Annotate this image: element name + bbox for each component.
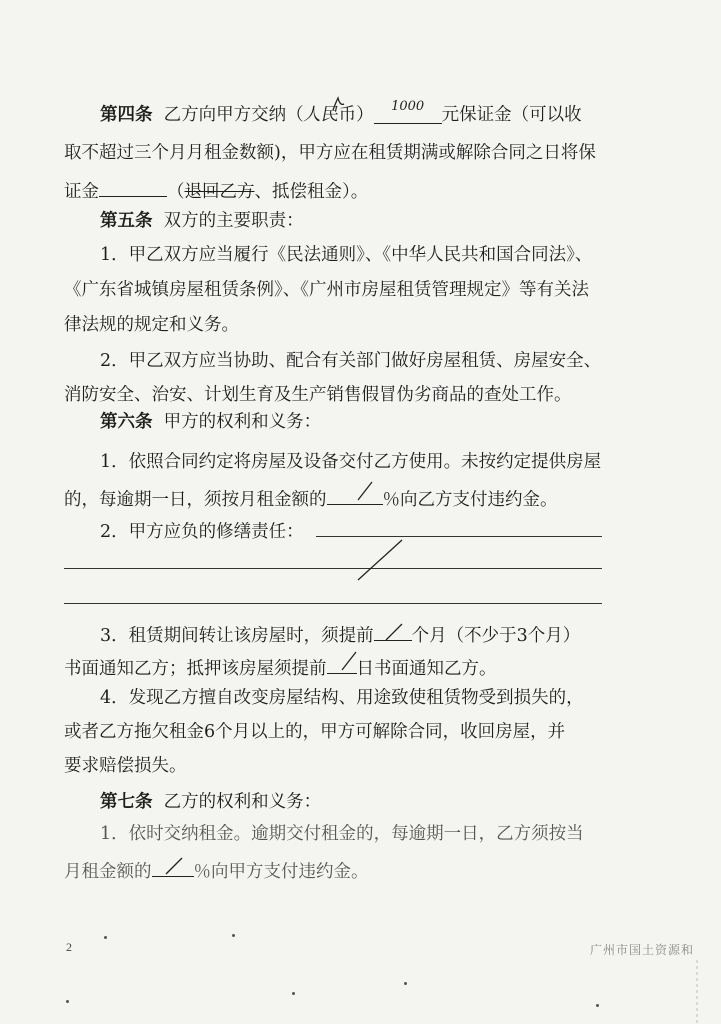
article4-line2: 取不超过三个月月租金数额)，甲方应在租赁期满或解除合同之日将保: [64, 143, 596, 163]
slash-mark-months: [386, 624, 402, 640]
article6-p4-line1: 4．发现乙方擅自改变房屋结构、用途致使租赁物受到损失的，: [100, 688, 584, 708]
article6-title: 第六条: [100, 412, 153, 432]
article5-title: 第五条: [100, 211, 153, 231]
article7-title: 第七条: [100, 792, 153, 812]
article6-p3-line1: 3．租赁期间转让该房屋时，须提前 个月（不少于3个月）: [100, 620, 580, 648]
page-number: 2: [66, 940, 72, 954]
slash-mark-days: [342, 652, 356, 670]
article6-p1-line2: 的，每逾期一日，须按月租金额的 ％向乙方支付违约金。: [64, 484, 558, 512]
article6-p3-line2: 书面通知乙方；抵押该房屋须提前 日书面通知乙方。: [64, 653, 497, 681]
scan-speck: [232, 934, 235, 937]
article5-heading: 第五条 双方的主要职责：: [100, 211, 304, 231]
article6-p1-line1: 1．依照合同约定将房屋及设备交付乙方使用。未按约定提供房屋: [100, 452, 602, 472]
scan-speck: [292, 992, 295, 995]
scan-speck: [404, 982, 407, 985]
article5-p1-line1: 1．甲乙双方应当履行《民法通则》、《中华人民共和国合同法》、: [100, 245, 593, 265]
article4-line3: 证金 （退回乙方、抵偿租金）。: [64, 176, 368, 204]
scan-speck: [104, 936, 107, 939]
article7-heading: 第七条 乙方的权利和义务：: [100, 792, 322, 812]
scan-speck: [596, 1004, 599, 1007]
article7-p1-line1: 1．依时交纳租金。逾期交付租金的，每逾期一日，乙方须按当: [100, 824, 584, 844]
article6-p4-line2: 或者乙方拖欠租金6个月以上的，甲方可解除合同，收回房屋，并: [64, 722, 566, 742]
article5-p1-line2: 《广东省城镇房屋租赁条例》、《广州市房屋租赁管理规定》等有关法: [64, 280, 589, 300]
struck-option: 退回乙方: [184, 182, 255, 202]
article6-p2-line1: 2．甲方应负的修缮责任：: [100, 522, 304, 542]
currency-handwritten: 人民: [301, 105, 341, 125]
article5-p1-line3: 律法规的规定和义务。: [64, 315, 239, 335]
article7-p1-line2: 月租金额的 ％向甲方支付违约金。: [64, 856, 369, 884]
deposit-amount-handwritten: 1000: [391, 99, 425, 114]
article4-line1: 第四条 乙方向甲方交纳（人民币） $^{1000}$ 元保证金（可以收: [100, 99, 582, 125]
article5-p2-line1: 2．甲乙双方应当协助、配合有关部门做好房屋租赁、房屋安全、: [100, 351, 602, 371]
article6-p4-line3: 要求赔偿损失。: [64, 756, 187, 776]
article4-title: 第四条: [100, 105, 153, 125]
slash-mark-penalty: [358, 482, 372, 500]
article6-heading: 第六条 甲方的权利和义务：: [100, 412, 322, 432]
article5-p2-line2: 消防安全、治安、计划生育及生产销售假冒伪劣商品的查处工作。: [64, 385, 572, 405]
agency-stamp: 广州市国土资源和: [590, 943, 695, 957]
slash-mark-repair: [358, 540, 402, 580]
slash-mark-tenant-penalty: [166, 858, 182, 874]
scan-speck: [66, 1000, 69, 1003]
handwritten-numeral-mark: [333, 98, 344, 110]
